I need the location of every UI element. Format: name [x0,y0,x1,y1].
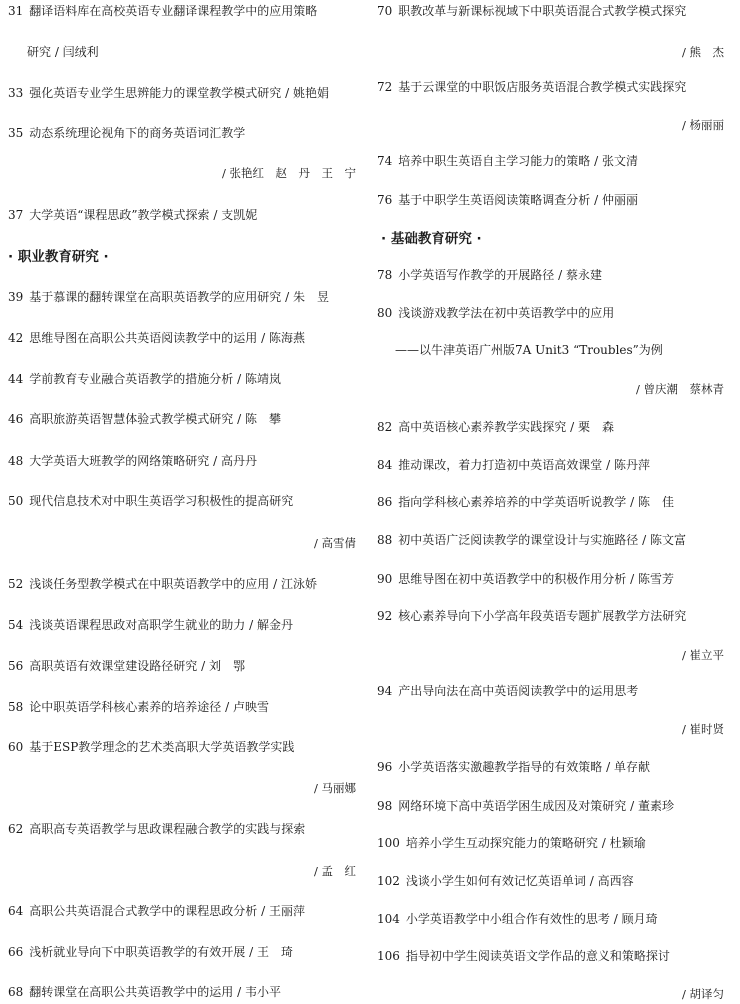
page-number: 86 [377,495,393,509]
page-number: 60 [8,740,24,754]
toc-entry[interactable] [8,4,317,18]
article-title: 研究 / 闫绒利 [27,45,99,59]
toc-author-line: / 胡译匀 [681,987,724,1001]
page-number: 68 [8,985,24,999]
toc-entry[interactable] [27,45,99,59]
page-number: 37 [8,208,24,222]
article-title: 初中英语广泛阅读教学的课堂设计与实施路径 / 陈文富 [398,533,686,547]
toc-entry[interactable] [377,912,658,926]
toc-entry[interactable] [377,874,634,888]
toc-entry[interactable] [8,331,305,345]
article-title: 思维导图在初中英语教学中的积极作用分析 / 陈雪芳 [398,572,674,586]
page-number: 56 [8,659,24,673]
article-title: 产出导向法在高中英语阅读教学中的运用思考 [398,684,639,698]
toc-entry[interactable] [8,618,293,632]
page-number: 104 [377,912,400,926]
toc-author-line: / 杨丽丽 [681,118,724,132]
toc-entry[interactable] [377,420,614,434]
page-number: 84 [377,458,393,472]
article-title: 小学英语落实激趣教学指导的有效策略 / 单存献 [398,760,650,774]
article-title: 基于中职学生英语阅读策略调查分析 / 仲丽丽 [398,193,638,207]
page-number: 50 [8,494,24,508]
page-number: 48 [8,454,24,468]
toc-entry[interactable] [377,193,638,207]
page-number: 64 [8,904,24,918]
article-title: 基于慕课的翻转课堂在高职英语教学的应用研究 / 朱 昱 [29,290,329,304]
article-title: 核心素养导向下小学高年段英语专题扩展教学方法研究 [398,609,687,623]
section-heading: · 基础教育研究 · [381,231,482,247]
toc-entry[interactable] [8,659,245,673]
article-title: 小学英语写作教学的开展路径 / 蔡永建 [398,268,602,282]
article-title: 学前教育专业融合英语教学的措施分析 / 陈靖岚 [29,372,281,386]
article-title: 高中英语核心素养教学实践探究 / 栗 森 [398,420,614,434]
toc-entry[interactable] [8,290,329,304]
page-number: 90 [377,572,393,586]
toc-entry[interactable] [377,458,650,472]
toc-entry[interactable] [377,4,686,18]
article-title: 翻转课堂在高职公共英语教学中的运用 / 韦小平 [29,985,281,999]
toc-entry[interactable] [8,700,269,714]
page-number: 88 [377,533,393,547]
toc-entry[interactable] [377,533,686,547]
toc-entry[interactable] [8,126,245,140]
article-title: 浅谈小学生如何有效记忆英语单词 / 高西容 [405,874,634,888]
toc-entry[interactable] [8,86,329,100]
toc-entry[interactable] [377,949,670,963]
article-title: 浅析就业导向下中职英语教学的有效开展 / 王 琦 [29,945,293,959]
page-number: 54 [8,618,24,632]
toc-entry[interactable] [377,80,686,94]
page-number: 31 [8,4,24,18]
article-title: 职教改革与新课标视域下中职英语混合式教学模式探究 [398,4,687,18]
article-title: 高职高专英语教学与思政课程融合教学的实践与探索 [29,822,306,836]
page-number: 78 [377,268,393,282]
toc-right-column [368,0,740,1004]
article-title: 基于ESP教学理念的艺术类高职大学英语教学实践 [29,740,295,754]
page-number: 82 [377,420,393,434]
toc-entry[interactable] [8,985,281,999]
toc-entry[interactable] [8,412,281,426]
section-heading: · 职业教育研究 · [8,249,109,265]
page-number: 76 [377,193,393,207]
article-title: 论中职英语学科核心素养的培养途径 / 卢映雪 [29,700,269,714]
article-title: 动态系统理论视角下的商务英语词汇教学 [29,126,246,140]
toc-entry[interactable] [8,822,305,836]
article-title: 培养小学生互动探究能力的策略研究 / 杜颖瑜 [405,836,646,850]
article-title: 指向学科核心素养培养的中学英语听说教学 / 陈 佳 [398,495,674,509]
page-number: 44 [8,372,24,386]
article-title: 网络环境下高中英语学困生成因及对策研究 / 董素珍 [398,799,674,813]
page-number: 62 [8,822,24,836]
page-number: 42 [8,331,24,345]
toc-entry[interactable] [377,268,602,282]
toc-entry[interactable] [8,494,293,508]
article-title: 强化英语专业学生思辨能力的课堂教学模式研究 / 姚艳娟 [29,86,329,100]
page-number: 70 [377,4,393,18]
toc-entry[interactable] [8,945,293,959]
article-title: 培养中职生英语自主学习能力的策略 / 张文清 [398,154,638,168]
article-title: 大学英语大班教学的网络策略研究 / 高丹丹 [29,454,257,468]
toc-entry[interactable] [8,577,317,591]
page-number: 66 [8,945,24,959]
page-number: 58 [8,700,24,714]
page-number: 94 [377,684,393,698]
page-number: 80 [377,306,393,320]
article-title: 高职英语有效课堂建设路径研究 / 刘 鄂 [29,659,245,673]
page-number: 98 [377,799,393,813]
page-number: 92 [377,609,393,623]
page-number: 102 [377,874,400,888]
article-title: 思维导图在高职公共英语阅读教学中的运用 / 陈海燕 [29,331,305,345]
toc-author-line: / 高雪倩 [313,536,356,550]
toc-entry[interactable] [377,760,650,774]
toc-entry[interactable] [377,572,674,586]
toc-entry[interactable] [8,372,281,386]
toc-entry[interactable] [377,306,614,320]
article-title: 大学英语“课程思政”教学模式探索 / 支凯妮 [29,208,258,222]
toc-author-line: / 马丽娜 [313,781,356,795]
page-number: 106 [377,949,400,963]
toc-author-line: / 张艳红 赵 丹 王 宁 [221,166,356,180]
article-title: 浅谈英语课程思政对高职学生就业的助力 / 解金丹 [29,618,293,632]
article-title: 基于云课堂的中职饭店服务英语混合教学模式实践探究 [398,80,687,94]
page-number: 74 [377,154,393,168]
article-title: 高职公共英语混合式教学中的课程思政分析 / 王丽萍 [29,904,305,918]
article-title: 浅谈任务型教学模式在中职英语教学中的应用 / 江泳娇 [29,577,317,591]
toc-entry[interactable] [377,684,638,698]
toc-entry[interactable] [377,836,646,850]
toc-author-line: / 曾庆潮 蔡林青 [635,382,724,396]
toc-entry[interactable] [8,454,257,468]
toc-author-line: / 崔时贤 [681,722,724,736]
page-number: 46 [8,412,24,426]
page-number: 35 [8,126,24,140]
page-number: 72 [377,80,393,94]
toc-entry[interactable] [8,208,257,222]
page-number: 100 [377,836,400,850]
toc-entry[interactable] [377,154,638,168]
page-number: 39 [8,290,24,304]
toc-left-column [0,0,368,1004]
article-title: 现代信息技术对中职生英语学习积极性的提高研究 [29,494,294,508]
toc-author-line: / 熊 杰 [681,45,724,59]
toc-author-line: / 崔立平 [681,648,724,662]
page-number: 33 [8,86,24,100]
toc-entry[interactable] [8,740,294,754]
article-title: 翻译语料库在高校英语专业翻译课程教学中的应用策略 [29,4,318,18]
toc-author-line: / 孟 红 [313,864,356,878]
toc-subtitle: ——以牛津英语广州版7A Unit3 “Troubles”为例 [395,343,663,357]
toc-entry[interactable] [377,609,686,623]
article-title: 推动课改，着力打造初中英语高效课堂 / 陈丹萍 [398,458,650,472]
article-title: 浅谈游戏教学法在初中英语教学中的应用 [398,306,615,320]
article-title: 小学英语教学中小组合作有效性的思考 / 顾月琦 [405,912,658,926]
toc-entry[interactable] [377,495,674,509]
toc-entry[interactable] [377,799,674,813]
page-number: 52 [8,577,24,591]
article-title: 高职旅游英语智慧体验式教学模式研究 / 陈 攀 [29,412,281,426]
page-number: 96 [377,760,393,774]
toc-entry[interactable] [8,904,305,918]
article-title: 指导初中学生阅读英语文学作品的意义和策略探讨 [405,949,670,963]
